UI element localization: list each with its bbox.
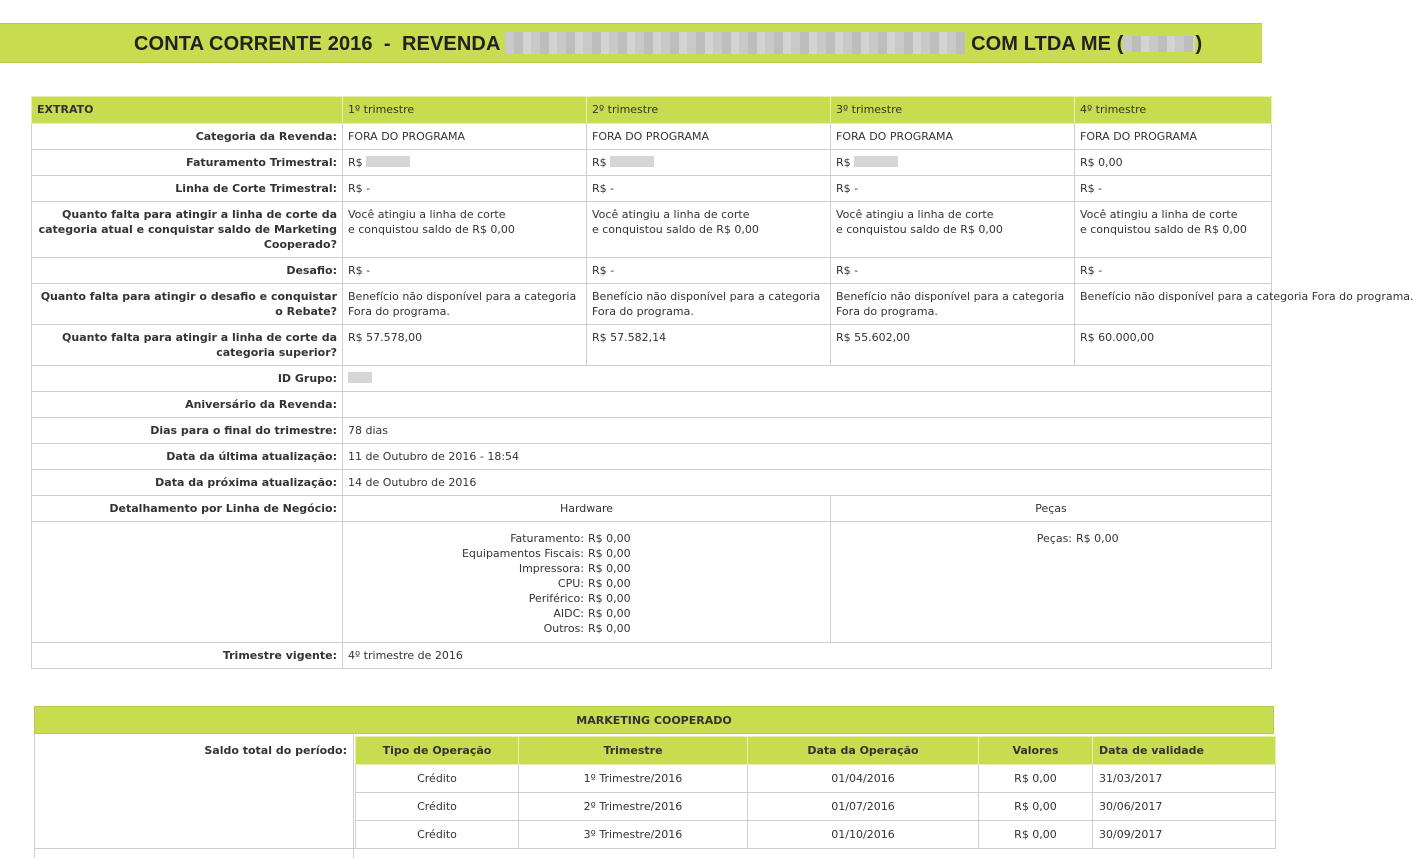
aniversario-label: Aniversário da Revenda: <box>32 392 343 418</box>
hardware-item-key: Equipamentos Fiscais: <box>461 547 584 560</box>
operations-header-row <box>356 737 1276 765</box>
falta-superior-q2: R$ 57.582,14 <box>587 325 831 366</box>
linha-corte-q1: R$ - <box>343 176 587 202</box>
row-linha-corte <box>32 176 1272 202</box>
row-falta-linha <box>32 202 1272 258</box>
desafio-label: Desafio: <box>32 258 343 284</box>
hardware-item-row <box>348 546 825 561</box>
falta-superior-q1: R$ 57.578,00 <box>343 325 587 366</box>
col-data-validade: Data de validade <box>1093 737 1276 765</box>
dias-final-label: Dias para o final do trimestre: <box>32 418 343 444</box>
marketing-cooperado-section <box>34 706 1274 841</box>
op-validade: 30/06/2017 <box>1093 793 1276 821</box>
hardware-item-row <box>348 606 825 621</box>
hardware-item-row <box>348 531 825 546</box>
op-trimestre: 3º Trimestre/2016 <box>519 821 748 849</box>
marketing-title: MARKETING COOPERADO <box>34 706 1274 734</box>
operation-row <box>356 765 1276 793</box>
ultima-atualizacao-value: 11 de Outubro de 2016 - 18:54 <box>343 444 1272 470</box>
desafio-q4: R$ - <box>1075 258 1272 284</box>
col-data-operacao: Data da Operação <box>748 737 979 765</box>
detalhamento-label: Detalhamento por Linha de Negócio: <box>32 496 343 522</box>
categoria-q2: FORA DO PROGRAMA <box>587 124 831 150</box>
pecas-item-value: R$ 0,00 <box>1076 532 1119 545</box>
categoria-label: Categoria da Revenda: <box>32 124 343 150</box>
faturamento-q1: R$ <box>343 150 587 176</box>
linha-corte-q4: R$ - <box>1075 176 1272 202</box>
redacted-name <box>505 32 965 54</box>
title-prefix: CONTA CORRENTE 2016 - REVENDA <box>134 33 500 55</box>
desafio-q3: R$ - <box>831 258 1075 284</box>
hardware-item-key: AIDC: <box>553 607 584 620</box>
op-validade: 30/09/2017 <box>1093 821 1276 849</box>
hardware-item-key: Faturamento: <box>510 532 584 545</box>
col-tipo: Tipo de Operação <box>356 737 519 765</box>
quarter-2-header: 2º trimestre <box>587 97 831 124</box>
falta-desafio-q3: Benefício não disponível para a categoria Fora do programa. <box>831 284 1075 325</box>
hardware-details <box>343 522 831 643</box>
hardware-item-row <box>348 591 825 606</box>
trimestre-vigente-label: Trimestre vigente: <box>32 643 343 669</box>
falta-superior-label: Quanto falta para atingir a linha de corte da categoria superior? <box>32 325 343 366</box>
page-title <box>134 32 1202 56</box>
op-valor: R$ 0,00 <box>979 793 1093 821</box>
faturamento-q2: R$ <box>587 150 831 176</box>
falta-desafio-q2: Benefício não disponível para a categoria Fora do programa. <box>587 284 831 325</box>
op-tipo: Crédito <box>356 765 519 793</box>
ultima-atualizacao-label: Data da última atualização: <box>32 444 343 470</box>
row-proxima-atualizacao <box>32 470 1272 496</box>
proxima-atualizacao-value: 14 de Outubro de 2016 <box>343 470 1272 496</box>
falta-superior-q4: R$ 60.000,00 <box>1075 325 1272 366</box>
col-trimestre: Trimestre <box>519 737 748 765</box>
op-valor: R$ 0,00 <box>979 821 1093 849</box>
linha-corte-q2: R$ - <box>587 176 831 202</box>
title-suffix: COM LTDA ME ( <box>971 33 1124 55</box>
redacted-code <box>1123 36 1195 52</box>
operation-row <box>356 821 1276 849</box>
faturamento-q4: R$ 0,00 <box>1075 150 1272 176</box>
pecas-item-row <box>836 531 1266 546</box>
row-categoria <box>32 124 1272 150</box>
proxima-atualizacao-label: Data da próxima atualização: <box>32 470 343 496</box>
row-ultima-atualizacao <box>32 444 1272 470</box>
pecas-header: Peças <box>831 496 1272 522</box>
hardware-item-key: CPU: <box>557 577 584 590</box>
desafio-q2: R$ - <box>587 258 831 284</box>
falta-linha-q4: Você atingiu a linha de corte e conquistou saldo de R$ 0,00 <box>1075 202 1272 258</box>
extrato-header-row <box>32 97 1272 124</box>
col-valores: Valores <box>979 737 1093 765</box>
row-desafio <box>32 258 1272 284</box>
falta-linha-label: Quanto falta para atingir a linha de corte da categoria atual e conquistar saldo de Marketing Cooperado? <box>32 202 343 258</box>
op-tipo: Crédito <box>356 821 519 849</box>
faturamento-label: Faturamento Trimestral: <box>32 150 343 176</box>
trimestre-vigente-value: 4º trimestre de 2016 <box>343 643 1272 669</box>
op-trimestre: 1º Trimestre/2016 <box>519 765 748 793</box>
quarter-1-header: 1º trimestre <box>343 97 587 124</box>
detalhamento-empty <box>32 522 343 643</box>
row-falta-superior <box>32 325 1272 366</box>
row-falta-desafio <box>32 284 1272 325</box>
row-detalhamento-values <box>32 522 1272 643</box>
op-trimestre: 2º Trimestre/2016 <box>519 793 748 821</box>
op-tipo: Crédito <box>356 793 519 821</box>
falta-desafio-q4: Benefício não disponível para a categoria Fora do programa. <box>1075 284 1272 325</box>
falta-superior-q3: R$ 55.602,00 <box>831 325 1075 366</box>
hardware-item-value: R$ 0,00 <box>588 532 631 545</box>
hardware-item-key: Outros: <box>543 622 584 635</box>
op-data: 01/07/2016 <box>748 793 979 821</box>
hardware-item-value: R$ 0,00 <box>588 577 631 590</box>
hardware-item-value: R$ 0,00 <box>588 562 631 575</box>
hardware-list <box>348 531 825 636</box>
id-grupo-label: ID Grupo: <box>32 366 343 392</box>
op-valor: R$ 0,00 <box>979 765 1093 793</box>
linha-corte-label: Linha de Corte Trimestral: <box>32 176 343 202</box>
hardware-item-row <box>348 621 825 636</box>
row-detalhamento <box>32 496 1272 522</box>
page-top <box>0 0 1262 23</box>
row-id-grupo <box>32 366 1272 392</box>
quarter-4-header: 4º trimestre <box>1075 97 1272 124</box>
linha-corte-q3: R$ - <box>831 176 1075 202</box>
pecas-list <box>836 531 1266 546</box>
hardware-header: Hardware <box>343 496 831 522</box>
falta-linha-q3: Você atingiu a linha de corte e conquistou saldo de R$ 0,00 <box>831 202 1075 258</box>
hardware-item-key: Periférico: <box>528 592 584 605</box>
id-grupo-value <box>343 366 1272 392</box>
extrato-table <box>31 96 1414 669</box>
hardware-item-value: R$ 0,00 <box>588 622 631 635</box>
categoria-q4: FORA DO PROGRAMA <box>1075 124 1272 150</box>
falta-desafio-label: Quanto falta para atingir o desafio e conquistar o Rebate? <box>32 284 343 325</box>
saldo-divider <box>35 848 355 849</box>
op-data: 01/10/2016 <box>748 821 979 849</box>
dias-final-value: 78 dias <box>343 418 1272 444</box>
row-aniversario <box>32 392 1272 418</box>
op-validade: 31/03/2017 <box>1093 765 1276 793</box>
pecas-item-key: Peças: <box>1036 532 1072 545</box>
extrato-header: EXTRATO <box>32 97 343 124</box>
hardware-item-row <box>348 561 825 576</box>
falta-linha-q1: Você atingiu a linha de corte e conquistou saldo de R$ 0,00 <box>343 202 587 258</box>
falta-linha-q2: Você atingiu a linha de corte e conquistou saldo de R$ 0,00 <box>587 202 831 258</box>
row-faturamento <box>32 150 1272 176</box>
hardware-item-value: R$ 0,00 <box>588 592 631 605</box>
hardware-item-value: R$ 0,00 <box>588 607 631 620</box>
hardware-item-key: Impressora: <box>518 562 584 575</box>
categoria-q3: FORA DO PROGRAMA <box>831 124 1075 150</box>
operations-table <box>355 736 1276 849</box>
desafio-q1: R$ - <box>343 258 587 284</box>
title-end: ) <box>1195 33 1203 55</box>
hardware-item-value: R$ 0,00 <box>588 547 631 560</box>
faturamento-q3: R$ <box>831 150 1075 176</box>
categoria-q1: FORA DO PROGRAMA <box>343 124 587 150</box>
row-dias-final <box>32 418 1272 444</box>
page-banner <box>0 23 1262 63</box>
falta-desafio-q1: Benefício não disponível para a categoria Fora do programa. <box>343 284 587 325</box>
operation-row <box>356 793 1276 821</box>
aniversario-value <box>343 392 1272 418</box>
saldo-label: Saldo total do período: <box>204 744 347 757</box>
pecas-details <box>831 522 1272 643</box>
quarter-3-header: 3º trimestre <box>831 97 1075 124</box>
op-data: 01/04/2016 <box>748 765 979 793</box>
saldo-panel <box>34 734 354 858</box>
hardware-item-row <box>348 576 825 591</box>
row-trimestre-vigente <box>32 643 1272 669</box>
